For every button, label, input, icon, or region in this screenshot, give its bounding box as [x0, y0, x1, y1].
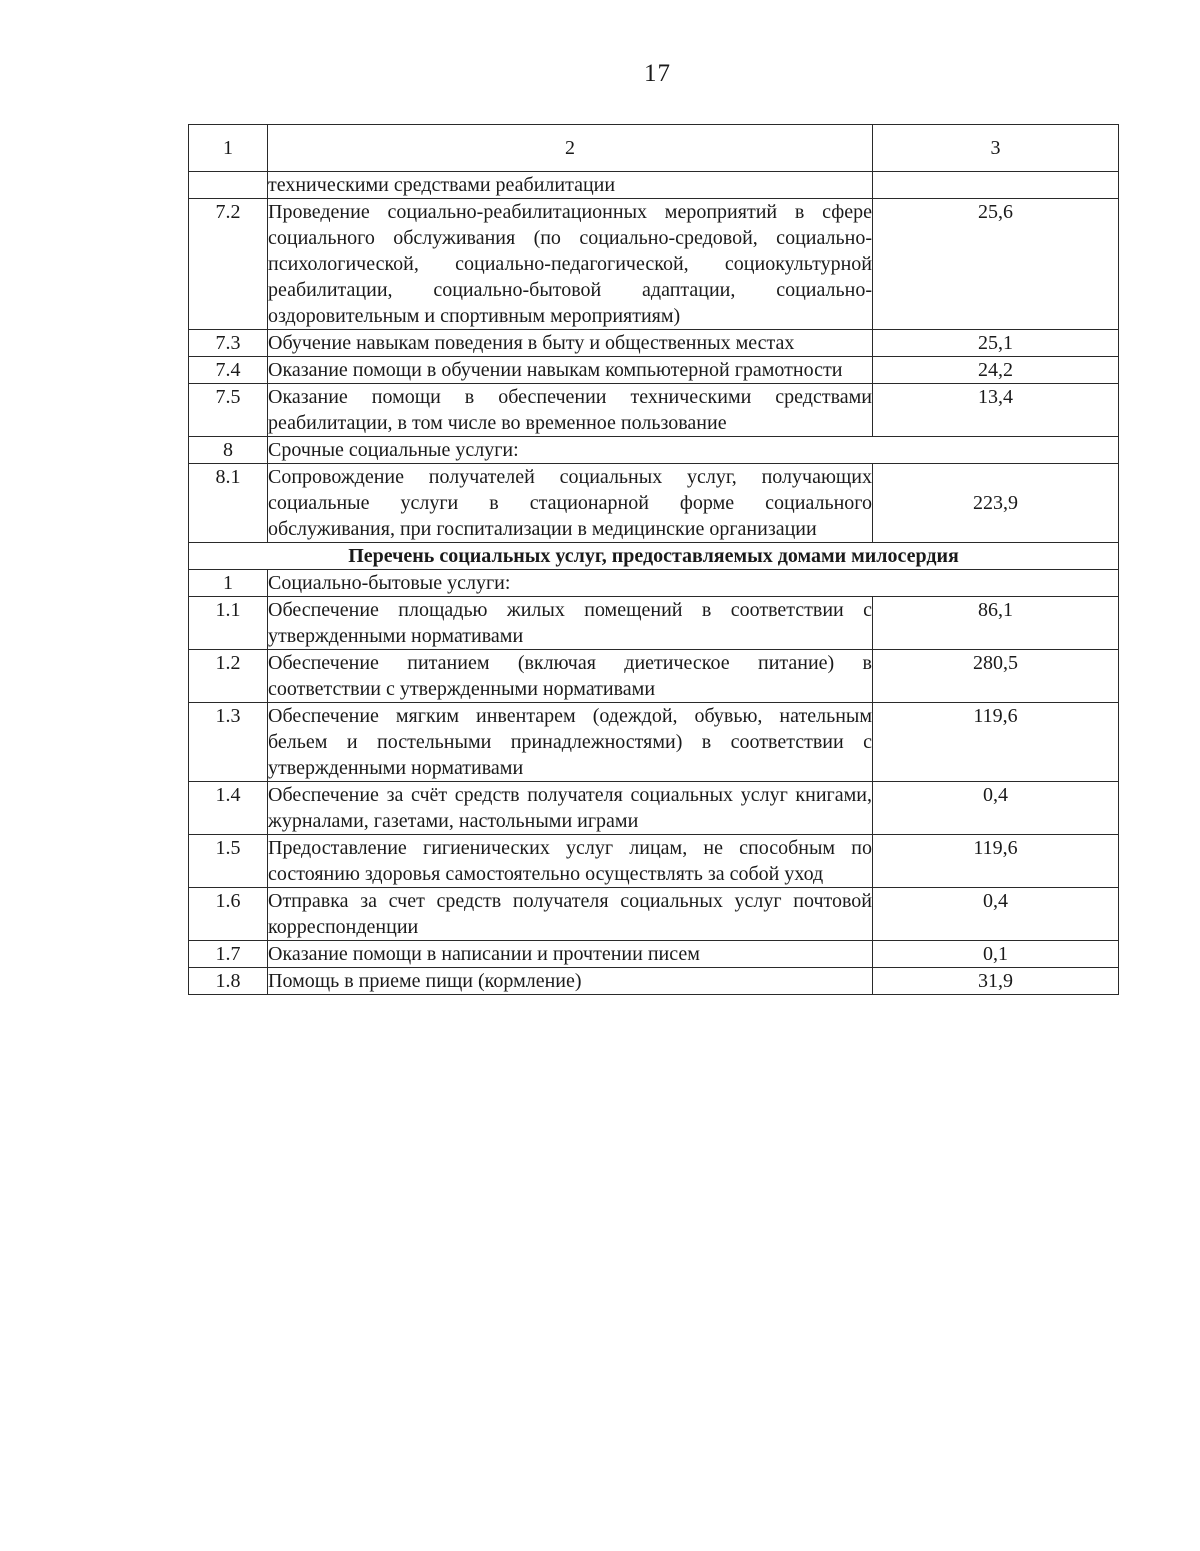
row-description: Обеспечение питанием (включая диетическое питание) в соответствии с утвержденными нормативами: [268, 650, 873, 703]
column-header: 3: [873, 125, 1119, 172]
row-value: 25,6: [873, 199, 1119, 330]
table-header-row: [189, 125, 1119, 172]
group-number: 8: [189, 437, 268, 464]
row-description: Сопровождение получателей социальных услуг, получающих социальные услуги в стационарной форме социального обслуживания, при госпитализации в медицинские организации: [268, 464, 873, 543]
table-row: [189, 172, 1119, 199]
row-number: 1.2: [189, 650, 268, 703]
table-row: [189, 199, 1119, 330]
group-label: Срочные социальные услуги:: [268, 437, 1119, 464]
table-row: [189, 357, 1119, 384]
row-number: 7.5: [189, 384, 268, 437]
table-row: [189, 703, 1119, 782]
row-number: 7.4: [189, 357, 268, 384]
row-description: Оказание помощи в обеспечении техническими средствами реабилитации, в том числе во временное пользование: [268, 384, 873, 437]
group-row: [189, 570, 1119, 597]
table-row: [189, 782, 1119, 835]
table-row: [189, 384, 1119, 437]
row-number: 1.5: [189, 835, 268, 888]
row-number: 8.1: [189, 464, 268, 543]
row-value: 223,9: [873, 464, 1119, 543]
row-description: Обеспечение мягким инвентарем (одеждой, обувью, нательным бельем и постельными принадлежностями) в соответствии с утвержденными нормативами: [268, 703, 873, 782]
row-number: 1.3: [189, 703, 268, 782]
row-number: 7.2: [189, 199, 268, 330]
column-header: 1: [189, 125, 268, 172]
table-row: [189, 835, 1119, 888]
table-row: [189, 464, 1119, 543]
table-row: [189, 650, 1119, 703]
row-value: [873, 172, 1119, 199]
row-value: 0,4: [873, 888, 1119, 941]
page-number: 17: [644, 60, 671, 87]
row-value: 13,4: [873, 384, 1119, 437]
table-row: [189, 968, 1119, 995]
group-label: Социально-бытовые услуги:: [268, 570, 1119, 597]
row-description: Предоставление гигиенических услуг лицам, не способным по состоянию здоровья самостоятельно осуществлять за собой уход: [268, 835, 873, 888]
row-description: Оказание помощи в обучении навыкам компьютерной грамотности: [268, 357, 873, 384]
row-description: Обучение навыкам поведения в быту и общественных местах: [268, 330, 873, 357]
services-table: [188, 124, 1119, 995]
row-value: 119,6: [873, 835, 1119, 888]
row-description: Помощь в приеме пищи (кормление): [268, 968, 873, 995]
row-value: 0,1: [873, 941, 1119, 968]
row-number: 1.4: [189, 782, 268, 835]
row-description: Оказание помощи в написании и прочтении писем: [268, 941, 873, 968]
row-description: Обеспечение за счёт средств получателя социальных услуг книгами, журналами, газетами, настольными играми: [268, 782, 873, 835]
row-number: 1.7: [189, 941, 268, 968]
row-value: 86,1: [873, 597, 1119, 650]
table-row: [189, 888, 1119, 941]
row-number: [189, 172, 268, 199]
table-row: [189, 597, 1119, 650]
row-number: 1.1: [189, 597, 268, 650]
group-number: 1: [189, 570, 268, 597]
group-row: [189, 437, 1119, 464]
row-description: Отправка за счет средств получателя социальных услуг почтовой корреспонденции: [268, 888, 873, 941]
row-description: Проведение социально-реабилитационных мероприятий в сфере социального обслуживания (по социально-средовой, социально-психологической, социально-педагогической, социокультурной реабилитации, социально-бытовой адаптации, социально-оздоровительным и спортивным мероприятиям): [268, 199, 873, 330]
column-header: 2: [268, 125, 873, 172]
row-value: 0,4: [873, 782, 1119, 835]
row-number: 1.8: [189, 968, 268, 995]
section-row: [189, 543, 1119, 570]
row-value: 24,2: [873, 357, 1119, 384]
row-description: техническими средствами реабилитации: [268, 172, 873, 199]
row-value: 31,9: [873, 968, 1119, 995]
row-number: 1.6: [189, 888, 268, 941]
row-value: 280,5: [873, 650, 1119, 703]
row-value: 119,6: [873, 703, 1119, 782]
row-description: Обеспечение площадью жилых помещений в соответствии с утвержденными нормативами: [268, 597, 873, 650]
section-title: Перечень социальных услуг, предоставляемых домами милосердия: [189, 543, 1119, 570]
table-row: [189, 941, 1119, 968]
table-row: [189, 330, 1119, 357]
row-number: 7.3: [189, 330, 268, 357]
row-value: 25,1: [873, 330, 1119, 357]
